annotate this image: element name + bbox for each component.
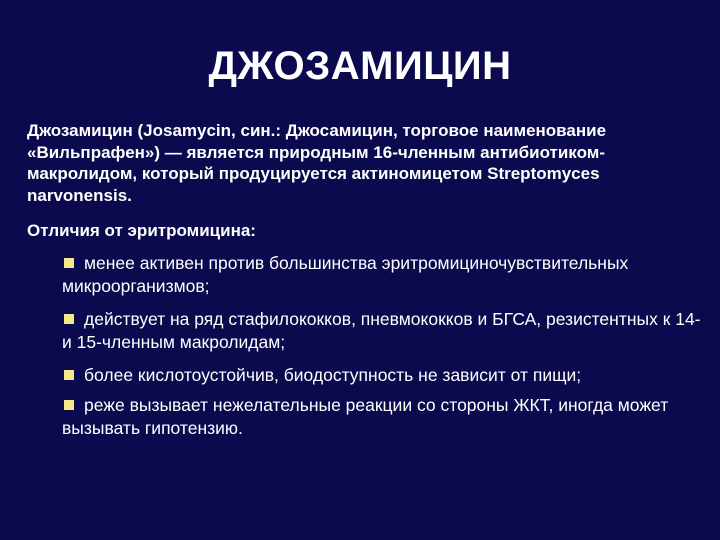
differences-list	[62, 252, 712, 450]
list-item-text: более кислотоустойчив, биодоступность не зависит от пищи;	[84, 365, 582, 385]
list-item-text: действует на ряд стафилококков, пневмококков и БГСА, резистентных к 14- и 15-членным макролидам;	[62, 309, 701, 352]
list-item	[62, 364, 712, 387]
square-bullet-icon	[64, 314, 74, 324]
intro-paragraph: Джозамицин (Josamycin, син.: Джосамицин, торговое наименование «Вильпрафен») — является природным 16-членным антибиотиком-макролидом, который продуцируется актиномицетом Streptomyces narvonensis.	[27, 121, 607, 205]
square-bullet-icon	[64, 370, 74, 380]
list-item-text: менее активен против большинства эритромициночувствительных микроорганизмов;	[62, 253, 629, 296]
square-bullet-icon	[64, 258, 74, 268]
differences-heading: Отличия от эритромицина:	[27, 221, 256, 240]
square-bullet-icon	[64, 400, 74, 410]
list-item	[62, 252, 712, 298]
list-item-text: реже вызывает нежелательные реакции со стороны ЖКТ, иногда может вызывать гипотензию.	[62, 395, 669, 438]
slide-title: ДЖОЗАМИЦИН	[208, 44, 512, 88]
list-item	[62, 394, 712, 440]
list-item	[62, 308, 712, 354]
